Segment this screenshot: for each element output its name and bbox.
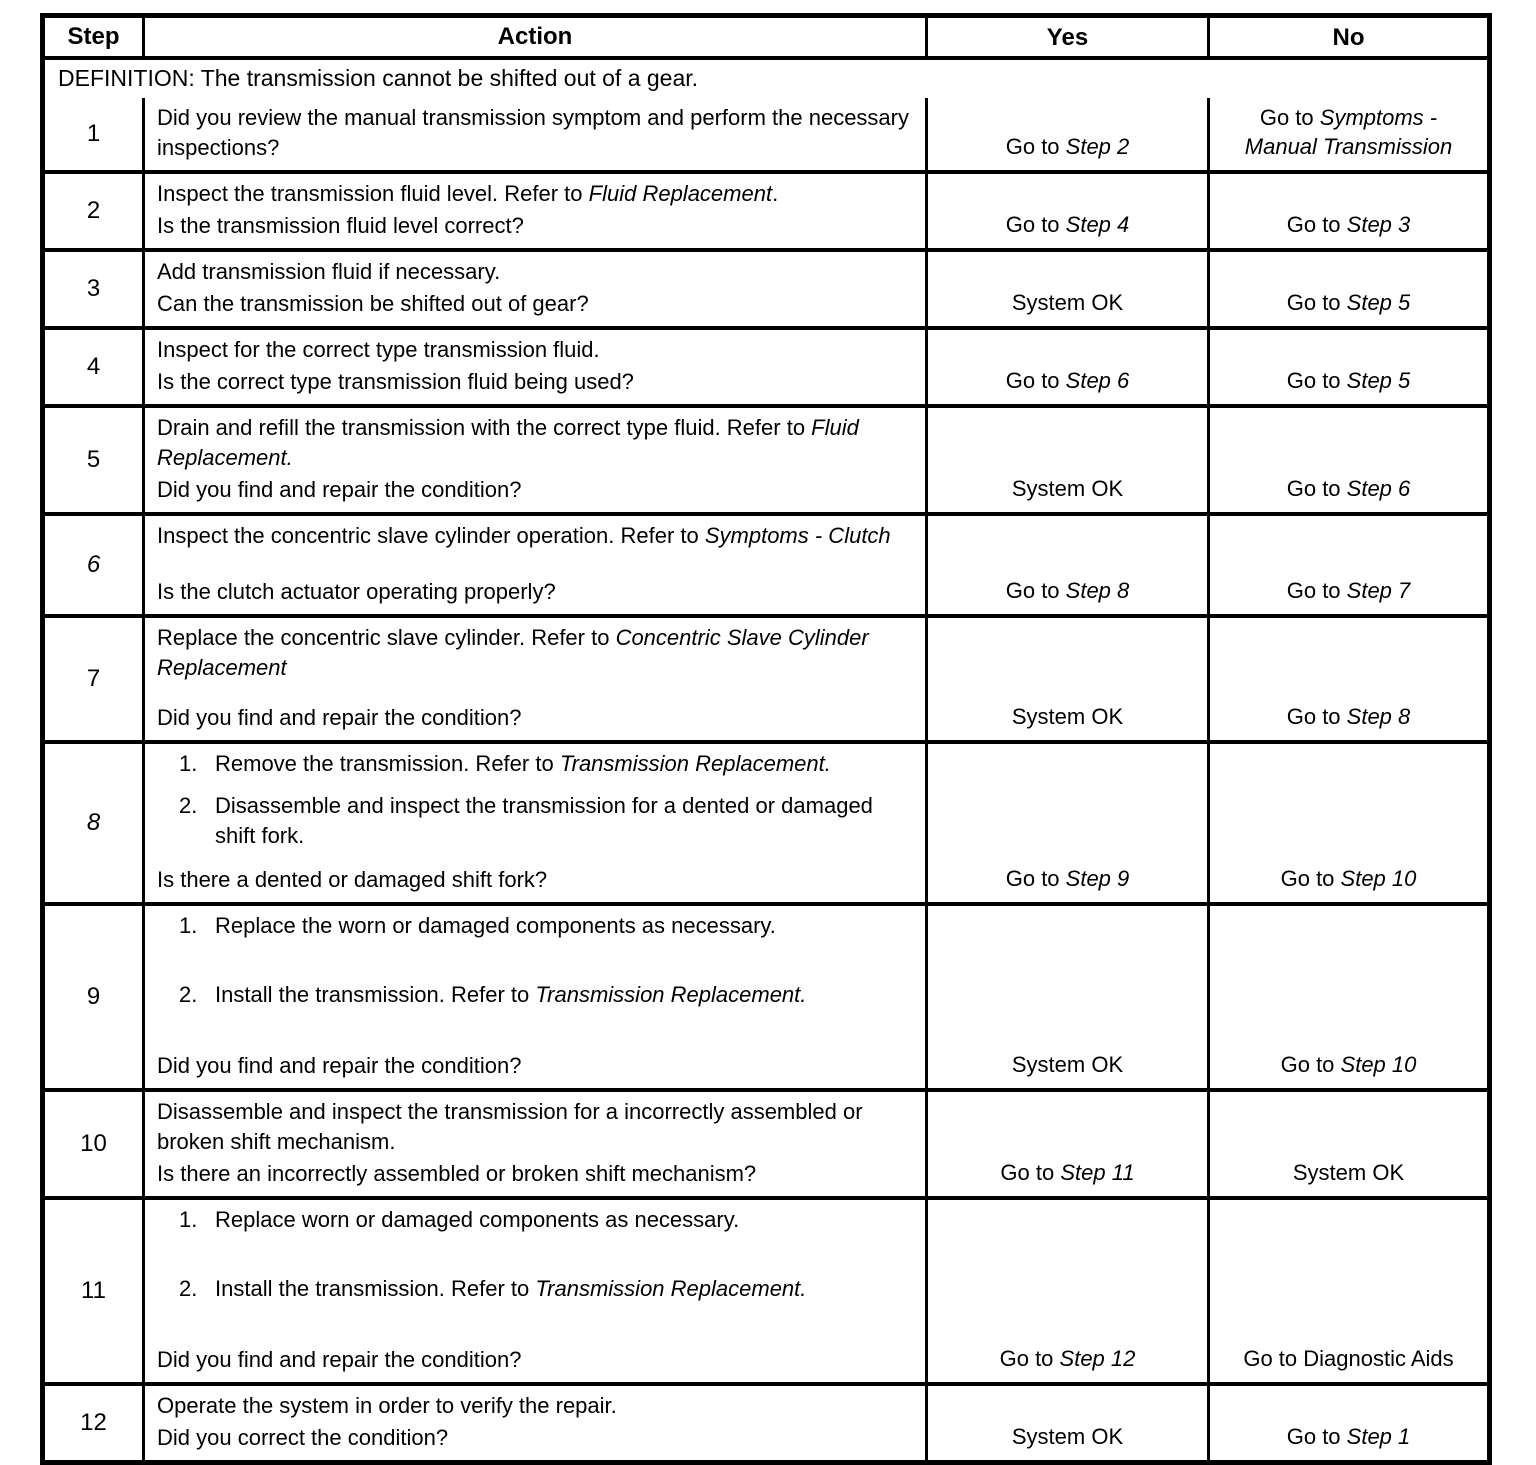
list-number: 2.	[179, 1276, 198, 1301]
step-number-cell	[45, 618, 145, 740]
text-run: System OK	[1292, 1160, 1405, 1185]
yes-answer	[1006, 366, 1130, 395]
no-answer	[1293, 1158, 1404, 1187]
question-text	[157, 289, 911, 319]
action-cell	[145, 408, 928, 512]
italic-reference-text: Step 10	[1340, 1052, 1417, 1077]
text-run: Operate the system in order to verify the repair.	[157, 1393, 617, 1418]
text-run: Did you find and repair the condition?	[157, 705, 522, 730]
table-row	[45, 170, 1487, 248]
table-row	[45, 1088, 1487, 1196]
step-number: 10	[80, 1130, 107, 1157]
text-run: Did you correct the condition?	[157, 1425, 449, 1450]
italic-reference-text: Transmission Replacement.	[535, 982, 807, 1007]
no-cell	[1210, 1386, 1487, 1460]
text-run: Drain and refill the transmission with the correct type fluid. Refer to	[157, 415, 812, 440]
list-number: 1.	[179, 751, 198, 776]
italic-reference-text: Step 3	[1346, 212, 1411, 237]
text-run: Go to	[1259, 104, 1320, 130]
text-run: Inspect the transmission fluid level. Refer to	[157, 181, 589, 206]
no-cell	[1210, 252, 1487, 326]
no-cell	[1210, 516, 1487, 614]
diagnostic-table	[40, 13, 1492, 1465]
step-number-cell	[45, 1092, 145, 1196]
action-cell	[145, 744, 928, 902]
step-number: 9	[86, 983, 101, 1010]
step-number-cell	[45, 408, 145, 512]
step-number-cell	[45, 744, 145, 902]
action-cell	[145, 1092, 928, 1196]
action-text	[157, 337, 600, 362]
action-cell	[145, 174, 928, 248]
yes-cell	[928, 252, 1210, 326]
step-number-cell	[45, 1386, 145, 1460]
text-run: System OK	[1011, 1052, 1124, 1077]
table-row	[45, 902, 1487, 1088]
list-number: 1.	[179, 913, 198, 938]
text-run: Go to	[1280, 1052, 1341, 1077]
action-text	[215, 791, 911, 851]
italic-reference-text: Step 5	[1346, 290, 1411, 315]
text-run: Go to	[1286, 212, 1347, 237]
text-run: Did you find and repair the condition?	[157, 1347, 522, 1372]
italic-reference-text: Step 8	[1065, 578, 1130, 603]
action-text	[157, 181, 778, 206]
action-item	[157, 413, 911, 473]
action-text	[157, 625, 869, 680]
italic-reference-text: Step 11	[1060, 1160, 1135, 1185]
question-text	[157, 367, 911, 397]
text-run: Go to	[1005, 134, 1066, 159]
no-answer	[1287, 1422, 1411, 1451]
yes-answer	[1006, 864, 1130, 893]
question-text	[157, 475, 911, 505]
text-run: Replace worn or damaged components as necessary.	[215, 1207, 740, 1232]
italic-reference-text: Step 9	[1065, 866, 1130, 891]
step-number-cell	[45, 516, 145, 614]
step-number: 8	[86, 809, 101, 836]
step-number-cell	[45, 98, 145, 170]
action-cell	[145, 618, 928, 740]
step-number: 1	[86, 120, 101, 147]
action-text	[157, 1099, 863, 1154]
action-text	[157, 415, 859, 470]
yes-cell	[928, 906, 1210, 1088]
text-run: Go to	[1286, 476, 1347, 501]
no-cell	[1210, 744, 1487, 902]
action-item	[179, 791, 911, 851]
step-number: 12	[80, 1409, 107, 1436]
no-cell	[1210, 98, 1487, 170]
text-run: Go to	[1280, 866, 1341, 891]
question-text	[157, 1345, 911, 1375]
yes-answer	[1012, 702, 1123, 731]
italic-reference-text: Fluid Replacement.	[157, 415, 859, 470]
yes-answer	[1012, 288, 1123, 317]
no-cell	[1210, 618, 1487, 740]
yes-answer	[1006, 132, 1130, 161]
no-cell	[1210, 408, 1487, 512]
list-number: 2.	[179, 793, 198, 818]
step-number: 6	[86, 551, 101, 578]
no-cell	[1210, 174, 1487, 248]
no-answer	[1245, 103, 1452, 161]
text-run: Inspect for the correct type transmission fluid.	[157, 337, 600, 362]
yes-answer	[1012, 1050, 1123, 1079]
no-answer	[1287, 576, 1411, 605]
action-item	[157, 521, 911, 551]
italic-reference-text: Step 5	[1346, 368, 1411, 393]
step-number: 7	[86, 665, 101, 692]
no-answer	[1281, 864, 1417, 893]
step-number-cell	[45, 174, 145, 248]
text-run: Inspect the concentric slave cylinder operation. Refer to	[157, 523, 705, 548]
no-cell	[1210, 1200, 1487, 1382]
action-item	[157, 103, 911, 163]
action-item	[157, 623, 911, 683]
italic-reference-text: Step 4	[1065, 212, 1130, 237]
action-item	[157, 179, 911, 209]
list-number: 1.	[179, 1207, 198, 1232]
italic-reference-text: Symptoms -	[1319, 104, 1438, 130]
table-row	[45, 614, 1487, 740]
action-text	[215, 980, 911, 1010]
text-run: Is there an incorrectly assembled or broken shift mechanism?	[157, 1161, 757, 1186]
yes-cell	[928, 516, 1210, 614]
text-run: Is the correct type transmission fluid being used?	[157, 369, 634, 394]
step-number-cell	[45, 1200, 145, 1382]
definition-text: DEFINITION: The transmission cannot be shifted out of a gear.	[58, 64, 699, 91]
text-run: Did you find and repair the condition?	[157, 1053, 522, 1078]
action-item	[157, 1391, 911, 1421]
header-action: Action	[145, 18, 928, 56]
table-row	[45, 512, 1487, 614]
action-text	[157, 105, 909, 160]
action-item	[157, 335, 911, 365]
table-header-row	[45, 18, 1487, 56]
action-text	[157, 523, 891, 548]
no-answer	[1281, 1050, 1417, 1079]
italic-reference-text: Symptoms - Clutch	[704, 523, 891, 548]
table-row	[45, 404, 1487, 512]
yes-answer	[1000, 1344, 1136, 1373]
yes-answer	[1012, 1422, 1123, 1451]
action-text	[215, 1205, 911, 1235]
action-text	[215, 911, 911, 941]
no-cell	[1210, 330, 1487, 404]
step-number-cell	[45, 252, 145, 326]
text-run: Go to Diagnostic Aids	[1243, 1346, 1454, 1371]
no-cell	[1210, 1092, 1487, 1196]
yes-answer	[1006, 210, 1130, 239]
text-run: .	[772, 181, 779, 206]
yes-cell	[928, 330, 1210, 404]
action-cell	[145, 252, 928, 326]
italic-reference-text: Step 1	[1346, 1424, 1411, 1449]
step-number-cell	[45, 906, 145, 1088]
question-text	[157, 1051, 911, 1081]
action-cell	[145, 1200, 928, 1382]
step-number: 3	[86, 275, 101, 302]
header-step: Step	[45, 18, 145, 56]
step-number: 5	[86, 446, 101, 473]
scanned-document-page	[40, 13, 1492, 1465]
text-run: Is the transmission fluid level correct?	[157, 213, 524, 238]
action-cell	[145, 906, 928, 1088]
step-number: 11	[81, 1277, 106, 1304]
yes-answer	[1006, 576, 1130, 605]
question-text	[157, 1423, 911, 1453]
italic-reference-text: Step 10	[1340, 866, 1417, 891]
step-number-cell	[45, 330, 145, 404]
italic-reference-text: Step 7	[1346, 578, 1411, 603]
question-text	[157, 865, 911, 895]
text-run: System OK	[1011, 1424, 1124, 1449]
text-run: Go to	[1286, 704, 1347, 729]
text-run: Go to	[1005, 866, 1066, 891]
action-text	[215, 1274, 911, 1304]
italic-reference-text: Transmission Replacement.	[559, 751, 831, 776]
no-answer	[1287, 366, 1411, 395]
yes-cell	[928, 744, 1210, 902]
text-run: System OK	[1011, 476, 1124, 501]
yes-cell	[928, 1092, 1210, 1196]
text-run: System OK	[1011, 290, 1124, 315]
action-cell	[145, 1386, 928, 1460]
header-no: No	[1332, 23, 1365, 51]
action-text	[215, 749, 911, 779]
yes-cell	[928, 618, 1210, 740]
action-item	[157, 257, 911, 287]
text-run: Go to	[999, 1346, 1060, 1371]
italic-reference-text: Step 2	[1065, 134, 1130, 159]
italic-reference-text: Fluid Replacement	[588, 181, 773, 206]
text-run: Is the clutch actuator operating properly?	[157, 579, 556, 604]
definition-row	[45, 56, 1487, 98]
text-run: Go to	[1286, 368, 1347, 393]
question-text	[157, 577, 911, 607]
action-text	[157, 1393, 617, 1418]
italic-reference-text: Step 6	[1346, 476, 1411, 501]
yes-answer	[1000, 1158, 1134, 1187]
no-cell	[1210, 906, 1487, 1088]
italic-reference-text: Concentric Slave Cylinder Replacement	[157, 625, 869, 680]
text-run: Is there a dented or damaged shift fork?	[157, 867, 548, 892]
text-run: Remove the transmission. Refer to	[215, 751, 560, 776]
yes-answer	[1012, 474, 1123, 503]
text-run: Install the transmission. Refer to	[215, 1276, 536, 1301]
step-number: 4	[86, 353, 101, 380]
text-run: Install the transmission. Refer to	[215, 982, 536, 1007]
text-run: Go to	[1005, 578, 1066, 603]
yes-cell	[928, 174, 1210, 248]
yes-cell	[928, 408, 1210, 512]
question-text	[157, 703, 911, 733]
table-row	[45, 1196, 1487, 1382]
action-text	[157, 259, 500, 284]
question-text	[157, 211, 911, 241]
text-run: Go to	[1005, 368, 1066, 393]
text-run: Go to	[1286, 1424, 1347, 1449]
text-run: Disassemble and inspect the transmission for a incorrectly assembled or broken shift mechanism.	[157, 1099, 863, 1154]
no-answer	[1287, 210, 1411, 239]
text-run: Did you review the manual transmission symptom and perform the necessary inspections?	[157, 105, 909, 160]
action-item	[179, 749, 911, 779]
text-run: Go to	[1005, 212, 1066, 237]
text-run: Replace the concentric slave cylinder. Refer to	[157, 625, 616, 650]
text-run: Did you find and repair the condition?	[157, 477, 522, 502]
yes-cell	[928, 1200, 1210, 1382]
table-row	[45, 248, 1487, 326]
action-cell	[145, 330, 928, 404]
table-row	[45, 740, 1487, 902]
yes-cell	[928, 98, 1210, 170]
action-cell	[145, 516, 928, 614]
italic-reference-text: Step 8	[1346, 704, 1411, 729]
list-number: 2.	[179, 982, 198, 1007]
text-run: Go to	[1000, 1160, 1061, 1185]
italic-reference-text: Step 12	[1059, 1346, 1136, 1371]
no-answer	[1287, 702, 1411, 731]
text-run: Go to	[1286, 578, 1347, 603]
table-body	[45, 98, 1487, 1460]
italic-reference-text: Manual Transmission	[1244, 133, 1453, 159]
no-answer	[1287, 288, 1411, 317]
step-number: 2	[86, 197, 101, 224]
table-row	[45, 326, 1487, 404]
text-run: Go to	[1286, 290, 1347, 315]
yes-cell	[928, 1386, 1210, 1460]
action-item	[179, 1274, 911, 1304]
no-answer	[1287, 474, 1411, 503]
italic-reference-text: Transmission Replacement.	[535, 1276, 807, 1301]
header-yes: Yes	[928, 18, 1210, 56]
italic-reference-text: Step 6	[1065, 368, 1130, 393]
no-answer	[1243, 1344, 1453, 1373]
text-run: System OK	[1011, 704, 1124, 729]
action-item	[179, 980, 911, 1010]
question-text	[157, 1159, 911, 1189]
text-run: Can the transmission be shifted out of gear?	[157, 291, 589, 316]
table-row	[45, 98, 1487, 170]
table-row	[45, 1382, 1487, 1460]
action-item	[179, 911, 911, 941]
action-item	[179, 1205, 911, 1235]
action-item	[157, 1097, 911, 1157]
text-run: Replace the worn or damaged components as necessary.	[215, 913, 776, 938]
action-cell	[145, 98, 928, 170]
text-run: Disassemble and inspect the transmission for a dented or damaged shift fork.	[215, 793, 873, 848]
text-run: Add transmission fluid if necessary.	[157, 259, 501, 284]
